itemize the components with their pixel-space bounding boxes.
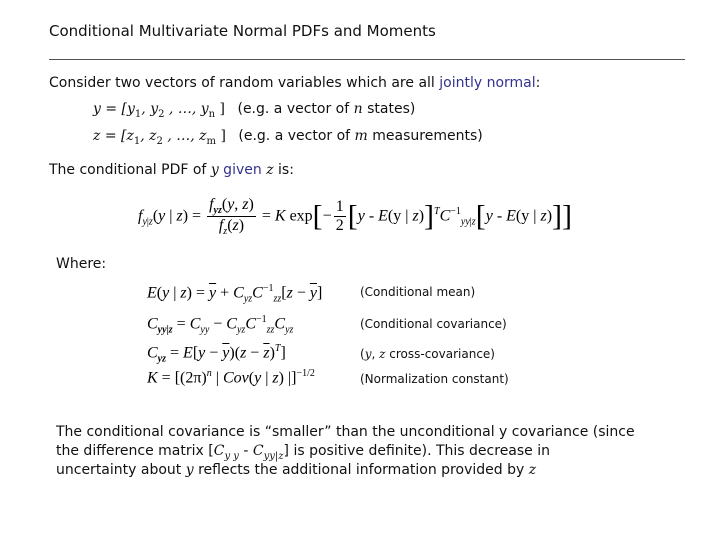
- closing-line2-pre: the difference matrix [: [56, 443, 214, 459]
- vector-y-note-lead: (e.g. a vector of: [237, 101, 354, 117]
- vector-z-sub1: 1: [133, 135, 141, 147]
- vector-y-mid1: , y: [141, 101, 159, 117]
- cross-cov-z: z: [379, 347, 386, 361]
- pdf-intro-z: z: [266, 162, 274, 178]
- conditional-covariance-label: (Conditional covariance): [360, 317, 507, 331]
- intro-lead: Consider two vectors of random variables which are all: [49, 75, 440, 91]
- vector-z-mid1: , z: [140, 128, 157, 144]
- vector-y-line: [93, 101, 415, 120]
- closing-line3-mid: reflects the additional information provided by: [193, 462, 529, 478]
- vector-y-sub2: 2: [158, 108, 165, 120]
- vector-y-note: [237, 101, 415, 117]
- closing-c1-sub: y y: [224, 450, 239, 462]
- conditional-mean-equation: E(y | $z) = \overline{y} + C_{yz}C^{-1}_{zz}[z - \overline{y}]$: [147, 283, 323, 305]
- intro-tail: :: [535, 75, 541, 91]
- vector-z-note-tail: measurements): [367, 128, 483, 144]
- page-title: Conditional Multivariate Normal PDFs and Moments: [49, 22, 436, 40]
- conditional-mean-label: (Conditional mean): [360, 285, 476, 299]
- closing-line2-post: ] is positive definite). This decrease in: [283, 443, 551, 459]
- vector-y-note-var: n: [353, 101, 363, 117]
- vector-z-note-lead: (e.g. a vector of: [238, 128, 355, 144]
- vector-z-note: [238, 128, 482, 144]
- vector-z-sub2: 2: [156, 135, 163, 147]
- closing-c1: C: [213, 443, 225, 459]
- where-label: Where:: [56, 256, 107, 272]
- pdf-intro-y: y: [210, 162, 219, 178]
- closing-line2-mid: -: [238, 443, 253, 459]
- cross-cov-pre: (: [360, 347, 365, 361]
- closing-line3-z: z: [528, 462, 537, 478]
- closing-line-3: [56, 462, 536, 478]
- vector-z-mid2: , …, z: [162, 128, 207, 144]
- vector-z-note-var: m: [354, 128, 368, 144]
- title-divider: [49, 59, 685, 60]
- pdf-intro-tail: is:: [273, 162, 294, 178]
- closing-c2-sub: yy|z: [263, 450, 284, 462]
- cross-covariance-label: [360, 347, 495, 361]
- vector-z-def: [93, 128, 226, 147]
- cross-covariance-equation: $C_{yz} = E[y - \overline{y})(z - \overline{z})^T$]: [147, 343, 286, 365]
- intro-text: [49, 75, 540, 91]
- vector-y-mid2: , …, y: [164, 101, 209, 117]
- cross-cov-post: cross-covariance): [385, 347, 495, 361]
- closing-line3-pre: uncertainty about: [56, 462, 186, 478]
- vector-y-note-tail: states): [362, 101, 416, 117]
- closing-line-1: The conditional covariance is “smaller” than the unconditional y covariance (since: [56, 424, 635, 440]
- normalization-constant-label: (Normalization constant): [360, 372, 509, 386]
- closing-line3-y: y: [185, 462, 194, 478]
- normalization-constant-equation: $K = [(2\pi)^n$ | Cov(y | z) |]$^{-1/2}$: [147, 368, 315, 387]
- vector-y-close: ]: [215, 101, 226, 117]
- vector-z-lhs: z = [z: [93, 128, 134, 144]
- closing-line-2: [56, 443, 550, 462]
- vector-z-close: ]: [216, 128, 226, 144]
- vector-z-subm: m: [206, 135, 217, 147]
- vector-y-sub1: 1: [134, 108, 142, 120]
- pdf-intro-line: [49, 162, 294, 178]
- vector-z-line: [93, 128, 483, 147]
- pdf-intro-lead: The conditional PDF of: [49, 162, 211, 178]
- conditional-covariance-equation: $C_{yy|z} = C_{yy} - C_{yz}C^{-1}_{zz}C_{yz}$: [147, 314, 294, 336]
- vector-y-lhs: y = [y: [93, 101, 135, 117]
- vector-y-def: [93, 101, 226, 120]
- vector-y-subn: n: [208, 108, 216, 120]
- closing-c2: C: [252, 443, 264, 459]
- pdf-intro-given: given: [218, 162, 267, 178]
- conditional-pdf-equation: $f_{y|z}(y$ | z) = $\frac{f_{yz}(y, z)}{f_z(z)}$ = K exp[− $\frac{1}{2}$ [y - E(y | $z)]^TC^{-1}_{yy|z}[y - E(y$ | z)]]: [138, 196, 573, 238]
- intro-highlight: jointly normal: [439, 75, 536, 91]
- cross-cov-y: y: [364, 347, 372, 361]
- cross-cov-mid: ,: [371, 347, 380, 361]
